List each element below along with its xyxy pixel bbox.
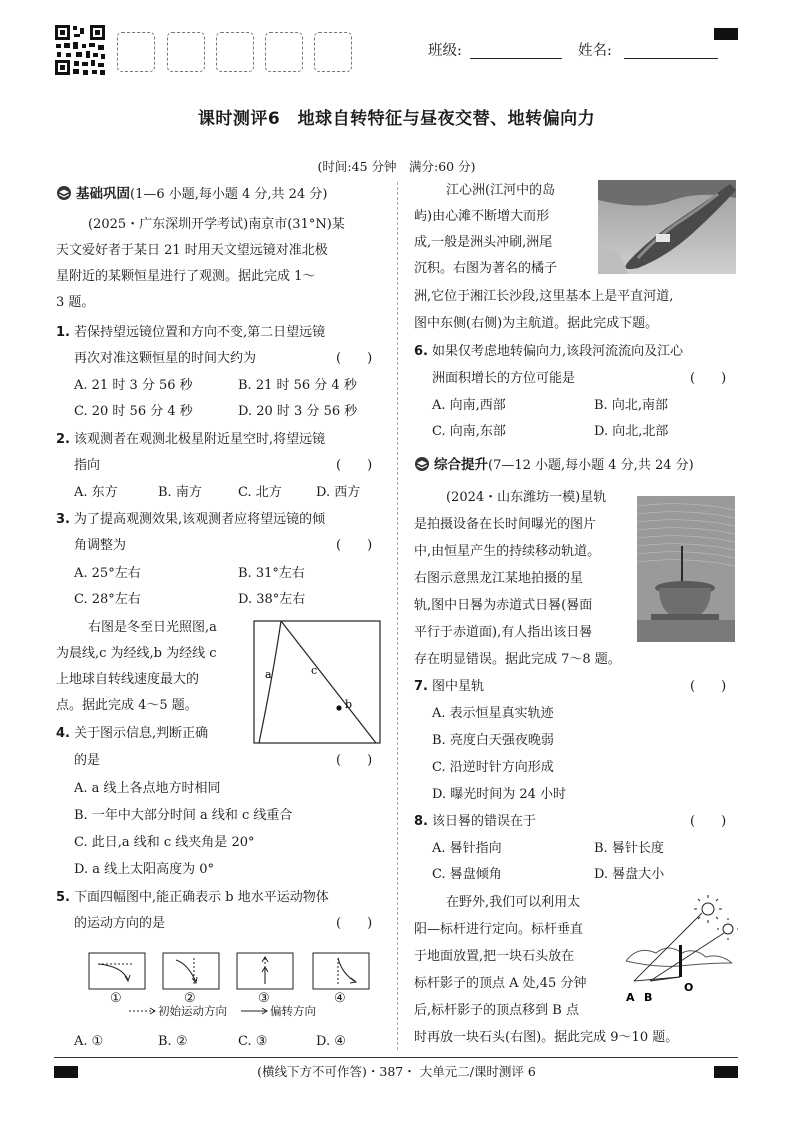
legend-initial-label: 初始运动方向 — [158, 1004, 227, 1018]
q3-option-a[interactable]: A. 25°左右 — [74, 566, 141, 581]
label-b: b — [345, 698, 353, 711]
label-c: c — [311, 664, 318, 677]
q5-option-a[interactable]: A. ① — [74, 1034, 104, 1049]
q8-stem-1: 该日晷的错误在于 — [432, 814, 537, 829]
q8-option-d[interactable]: D. 晷盘大小 — [594, 867, 665, 882]
q4-answer-blank[interactable]: ( ) — [336, 753, 373, 768]
q3-option-c[interactable]: C. 28°左右 — [74, 592, 141, 607]
star-intro-1: (2024・山东潍坊一模)星轨 — [446, 490, 607, 505]
q2-option-c[interactable]: C. 北方 — [238, 485, 282, 500]
q1-option-a[interactable]: A. 21 时 3 分 56 秒 — [74, 378, 193, 393]
intro2-line-4: 点。据此完成 4～5 题。 — [56, 698, 198, 713]
footer-text: (横线下方不可作答)・387・ 大单元二/课时测评 6 — [257, 1064, 536, 1079]
q4-stem-1: 关于图示信息,判断正确 — [74, 726, 209, 741]
label-O: O — [684, 981, 694, 994]
intro1-line-1: (2025・广东深圳开学考试)南京市(31°N)某 — [88, 217, 345, 232]
section2-header — [414, 452, 694, 479]
q5-stem-2: 的运动方向的是 — [74, 916, 166, 931]
q4-option-a[interactable]: A. a 线上各点地方时相同 — [74, 781, 221, 796]
q6-stem-2: 洲面积增长的方位可能是 — [432, 371, 576, 386]
q3-stem-2: 角调整为 — [74, 538, 127, 553]
q6-option-d[interactable]: D. 向北,北部 — [594, 424, 669, 439]
star-intro-6: 平行于赤道面),有人指出该日晷 — [414, 625, 593, 640]
label-A: A — [626, 991, 635, 1004]
islet-intro-2: 屿)由心滩不断增大而形 — [414, 209, 550, 224]
q3-option-b[interactable]: B. 31°左右 — [238, 566, 305, 581]
q7-option-c[interactable]: C. 沿逆时针方向形成 — [432, 760, 554, 775]
q1-answer-blank[interactable]: ( ) — [336, 351, 373, 366]
intro2-line-2: 为晨线,c 为经线,b 为经线 c — [56, 646, 217, 661]
islet-intro-1: 江心洲(江河中的岛 — [446, 183, 556, 198]
section2-title: 综合提升 — [434, 457, 488, 473]
corner-mark-top-right — [714, 28, 738, 40]
islet-photo — [598, 180, 736, 274]
legend-solid-arrow — [240, 1006, 270, 1016]
q8-number: 8. — [414, 814, 428, 829]
q4-number: 4. — [56, 726, 70, 741]
q6-number: 6. — [414, 344, 428, 359]
q6-option-b[interactable]: B. 向北,南部 — [594, 398, 668, 413]
star-intro-3: 中,由恒星产生的持续移动轨道。 — [414, 544, 601, 559]
q5-number: 5. — [56, 890, 70, 905]
q5-option-d[interactable]: D. ④ — [316, 1034, 346, 1049]
q5-option-b[interactable]: B. ② — [158, 1034, 188, 1049]
intro2-line-1: 右图是冬至日光照图,a — [88, 620, 217, 635]
q5-figure-3-number: ③ — [258, 991, 270, 1006]
star-intro-7: 存在明显错误。据此完成 7～8 题。 — [414, 652, 621, 667]
islet-intro-4: 沉积。右图为著名的橘子 — [414, 261, 558, 276]
qr-code — [54, 24, 106, 76]
pole-intro-4: 标杆影子的顶点 A 处,45 分钟 — [414, 976, 587, 991]
score-box-5[interactable] — [314, 32, 352, 72]
illumination-diagram — [253, 620, 381, 744]
q8-option-a[interactable]: A. 晷针指向 — [432, 841, 502, 856]
pole-intro-1: 在野外,我们可以利用太 — [446, 895, 581, 910]
layers-icon — [414, 457, 430, 471]
class-field[interactable] — [470, 58, 562, 59]
column-divider — [397, 182, 398, 1050]
legend-deflect-label: 偏转方向 — [270, 1004, 316, 1018]
name-label: 姓名: — [578, 43, 612, 59]
q2-answer-blank[interactable]: ( ) — [336, 458, 373, 473]
label-B: B — [644, 991, 653, 1004]
star-intro-5: 轨,图中日晷为赤道式日晷(晷面 — [414, 598, 593, 613]
islet-intro-6: 图中东侧(右侧)为主航道。据此完成下题。 — [414, 316, 659, 331]
star-intro-4: 右图示意黑龙江某地拍摄的星 — [414, 571, 584, 586]
q7-option-a[interactable]: A. 表示恒星真实轨迹 — [432, 706, 554, 721]
q1-stem-2: 再次对准这颗恒星的时间大约为 — [74, 351, 257, 366]
q8-answer-blank[interactable]: ( ) — [690, 814, 727, 829]
q5-figure-1 — [88, 952, 146, 990]
q6-stem-1: 如果仅考虑地转偏向力,该段河流流向及江心 — [432, 344, 684, 359]
q4-option-d[interactable]: D. a 线上太阳高度为 0° — [74, 862, 215, 877]
section1-info: (1—6 小题,每小题 4 分,共 24 分) — [130, 187, 328, 202]
q5-figure-2 — [162, 952, 220, 990]
section1-title: 基础巩固 — [76, 186, 130, 202]
q3-stem-1: 为了提高观测效果,该观测者应将望远镜的倾 — [74, 512, 326, 527]
q6-option-c[interactable]: C. 向南,东部 — [432, 424, 506, 439]
name-field[interactable] — [624, 58, 718, 59]
q5-option-c[interactable]: C. ③ — [238, 1034, 268, 1049]
q4-option-c[interactable]: C. 此日,a 线和 c 线夹角是 20° — [74, 835, 255, 850]
intro1-line-3: 星附近的某颗恒星进行了观测。据此完成 1～ — [56, 269, 316, 284]
q7-answer-blank[interactable]: ( ) — [690, 679, 727, 694]
legend-dashed-arrow — [128, 1006, 158, 1016]
q2-option-b[interactable]: B. 南方 — [158, 485, 202, 500]
score-box-4[interactable] — [265, 32, 303, 72]
page-title: 课时测评6 地球自转特征与昼夜交替、地转偏向力 — [197, 109, 596, 129]
label-a: a — [265, 668, 272, 681]
q8-option-c[interactable]: C. 晷盘倾角 — [432, 867, 502, 882]
q5-figure-1-number: ① — [110, 991, 122, 1006]
q8-option-b[interactable]: B. 晷针长度 — [594, 841, 664, 856]
sun-icon — [717, 918, 738, 940]
time-info: (时间:45 分钟 满分:60 分) — [317, 159, 476, 174]
q5-figure-2-number: ② — [184, 991, 196, 1006]
q3-answer-blank[interactable]: ( ) — [336, 538, 373, 553]
q4-stem-2: 的是 — [74, 753, 101, 768]
q2-number: 2. — [56, 432, 70, 447]
islet-intro-5: 洲,它位于湘江长沙段,这里基本上是平直河道, — [414, 289, 674, 304]
pole-intro-3: 于地面放置,把一块石头放在 — [414, 949, 575, 964]
q5-figure-4 — [312, 952, 370, 990]
pole-intro-2: 阳—标杆进行定向。标杆垂直 — [414, 922, 584, 937]
q7-option-b[interactable]: B. 亮度白天强夜晚弱 — [432, 733, 554, 748]
q7-option-d[interactable]: D. 曝光时间为 24 小时 — [432, 787, 567, 802]
intro1-line-4: 3 题。 — [56, 295, 95, 310]
q2-stem-2: 指向 — [74, 458, 101, 473]
intro2-line-3: 上地球自转线速度最大的 — [56, 672, 200, 687]
sun-pole-diagram — [620, 895, 738, 1013]
q7-number: 7. — [414, 679, 428, 694]
pole-intro-6: 时再放一块石头(右图)。据此完成 9～10 题。 — [414, 1030, 679, 1045]
score-box-1[interactable] — [117, 32, 155, 72]
sun-icon — [694, 895, 722, 923]
intro1-line-2: 天文爱好者于某日 21 时用天文望远镜对准北极 — [56, 243, 328, 258]
q5-stem-1: 下面四幅图中,能正确表示 b 地水平运动物体 — [74, 890, 329, 905]
q2-option-a[interactable]: A. 东方 — [74, 485, 118, 500]
q1-number: 1. — [56, 325, 70, 340]
q2-option-d[interactable]: D. 西方 — [316, 485, 361, 500]
layers-icon — [56, 186, 72, 200]
q7-stem-1: 图中星轨 — [432, 679, 485, 694]
class-label: 班级: — [428, 43, 462, 59]
q2-stem-1: 该观测者在观测北极星附近星空时,将望远镜 — [74, 432, 326, 447]
pole-intro-5: 后,标杆影子的顶点移到 B 点 — [414, 1003, 579, 1018]
section2-info: (7—12 小题,每小题 4 分,共 24 分) — [488, 458, 694, 473]
q1-stem-1: 若保持望远镜位置和方向不变,第二日望远镜 — [74, 325, 326, 340]
q5-figure-4-number: ④ — [334, 991, 346, 1006]
score-box-2[interactable] — [167, 32, 205, 72]
section1-header — [56, 181, 327, 208]
q5-figure-3 — [236, 952, 294, 990]
q6-answer-blank[interactable]: ( ) — [690, 371, 727, 386]
q1-option-c[interactable]: C. 20 时 56 分 4 秒 — [74, 404, 193, 419]
footer-rule — [54, 1057, 738, 1058]
q1-option-b[interactable]: B. 21 时 56 分 4 秒 — [238, 378, 357, 393]
q5-answer-blank[interactable]: ( ) — [336, 916, 373, 931]
point-b — [336, 705, 341, 710]
q6-option-a[interactable]: A. 向南,西部 — [432, 398, 506, 413]
score-box-3[interactable] — [216, 32, 254, 72]
star-trail-photo — [637, 496, 735, 642]
q3-option-d[interactable]: D. 38°左右 — [238, 592, 306, 607]
q1-option-d[interactable]: D. 20 时 3 分 56 秒 — [238, 404, 358, 419]
islet-intro-3: 成,一般是洲头冲刷,洲尾 — [414, 235, 553, 250]
q3-number: 3. — [56, 512, 70, 527]
star-intro-2: 是拍摄设备在长时间曝光的图片 — [414, 517, 597, 532]
q4-option-b[interactable]: B. 一年中大部分时间 a 线和 c 线重合 — [74, 808, 293, 823]
